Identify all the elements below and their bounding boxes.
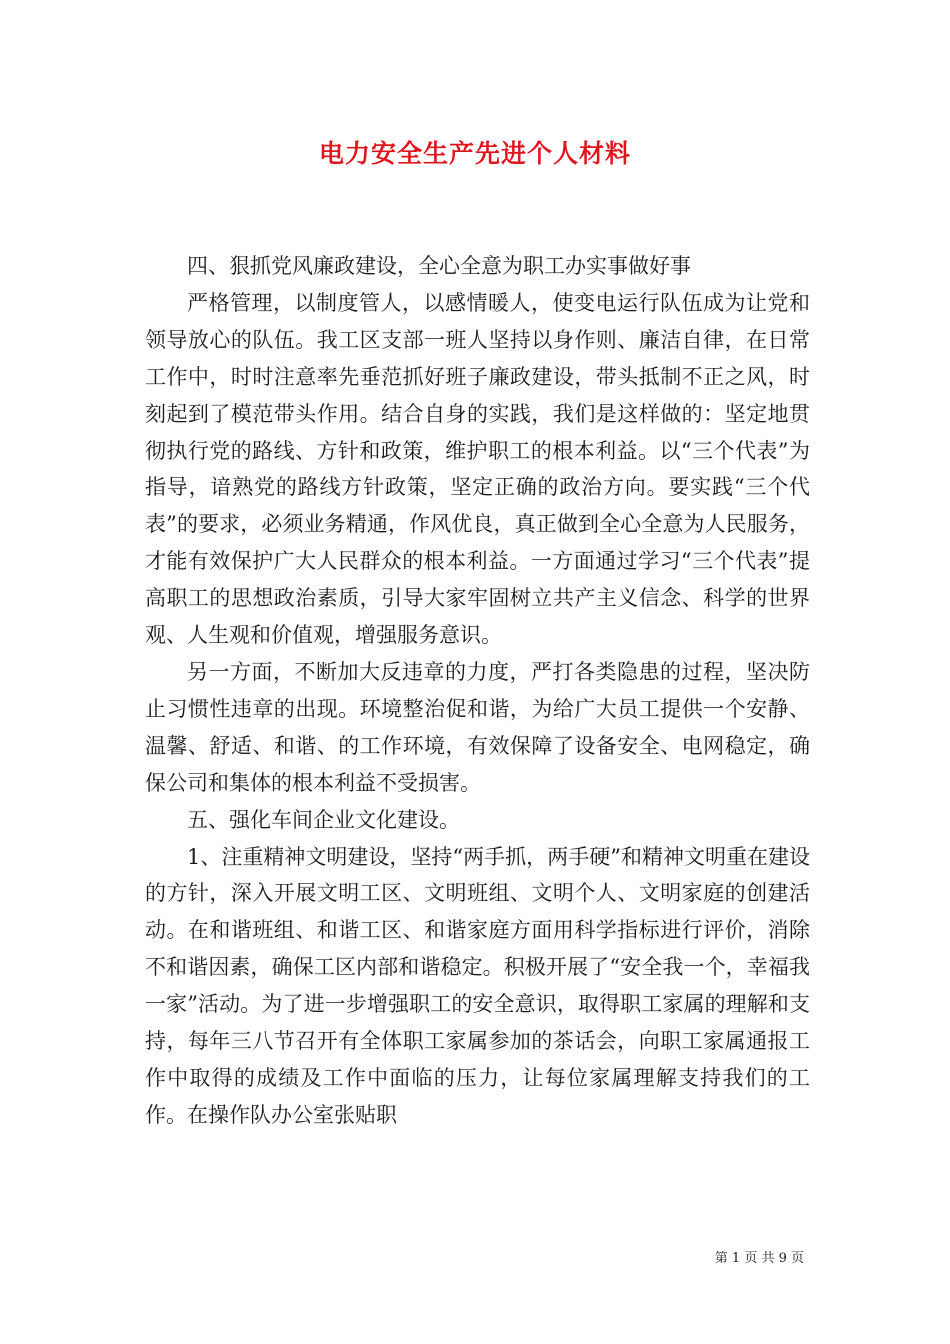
- paragraph-section-five-heading: 五、强化车间企业文化建设。: [187, 807, 460, 832]
- page-number-footer: 第 1 页 共 9 页: [714, 1251, 804, 1266]
- paragraph-strict-management: 严格管理，以制度管人，以感情暖人，使变电运行队伍成为让党和领导放心的队伍。我工区支部一班人坚持以身作则、廉洁自律，在日常工作中，时时注意率先垂范抓好班子廉政建设，带头抵制不正之风，时刻起到了模范带头作用。结合自身的实践，我们是这样做的：坚定地贯彻执行党的路线、方针和政策，维护职工的根本利益。以“三个代表”为指导，谙熟党的路线方针政策，坚定正确的政治方向。要实践“三个代表”的要求，必须业务精通，作风优良，真正做到全心全意为人民服务，才能有效保护广大人民群众的根本利益。一方面通过学习“三个代表”提高职工的思想政治素质，引导大家牢固树立共产主义信念、科学的世界观、人生观和价值观，增强服务意识。: [145, 290, 810, 648]
- paragraph-spiritual-civilization: 1、注重精神文明建设，坚持“两手抓，两手硬”和精神文明重在建设的方针，深入开展文明工区、文明班组、文明个人、文明家庭的创建活动。在和谐班组、和谐工区、和谐家庭方面用科学指标进行评价，消除不和谐因素，确保工区内部和谐稳定。积极开展了“安全我一个，幸福我一家”活动。为了进一步增强职工的安全意识，取得职工家属的理解和支持，每年三八节召开有全体职工家属参加的茶话会，向职工家属通报工作中取得的成绩及工作中面临的压力，让每位家属理解支持我们的工作。在操作队办公室张贴职: [145, 844, 810, 1127]
- paragraph-section-four-heading: 四、狠抓党风廉政建设，全心全意为职工办实事做好事: [187, 254, 691, 278]
- page-title: 电力安全生产先进个人材料: [318, 139, 631, 168]
- paragraph-anti-violation: 另一方面，不断加大反违章的力度，严打各类隐患的过程，坚决防止习惯性违章的出现。环境整治促和谐，为给广大员工提供一个安静、温馨、舒适、和谐、的工作环境，有效保障了设备安全、电网稳定，确保公司和集体的根本利益不受损害。: [145, 659, 810, 795]
- document-body: [145, 248, 810, 1134]
